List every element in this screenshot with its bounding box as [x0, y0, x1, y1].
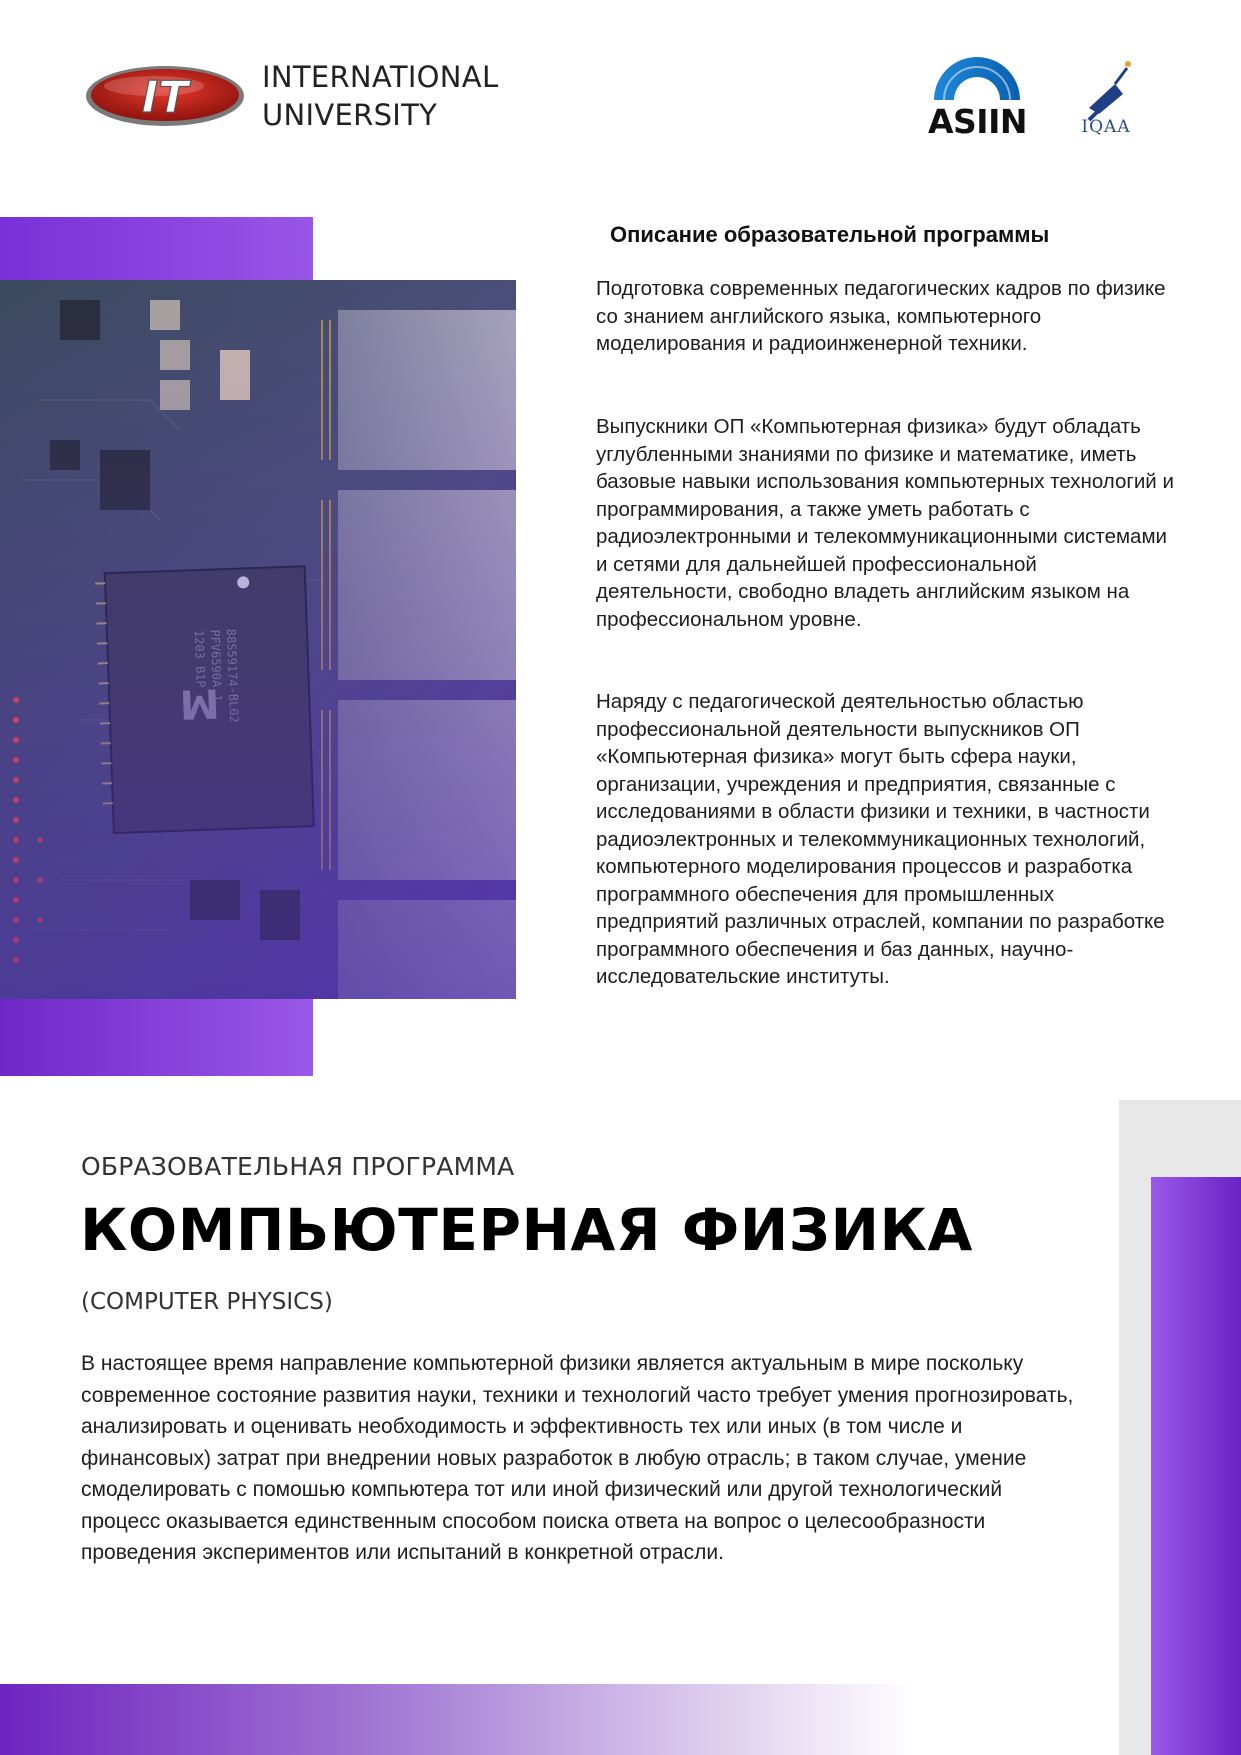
it-logo	[84, 62, 246, 130]
purple-accent-bottom	[0, 999, 313, 1076]
svg-text:IT: IT	[141, 72, 189, 123]
program-body: В настоящее время направление компьютерной физики является актуальным в мире поскольку современное состояние развития науки, техники и технологий часто требует умения прогнозировать, анализировать и оценивать необходимость и эффективность тех или иных (в том числе и финансовых) затрат при внедрении новых разработок в любую отрасль; в таком случае, умение смоделировать с помошью компьютера тот или иной физический или другой технологический процесс оказывается единственным способом поиска ответа на вопрос о целесообразности проведения экспериментов или испытаний в конкретной отрасли.	[81, 1352, 1074, 1564]
description-paragraph-1: Подготовка современных педагогических кадров по физике со знанием английского языка, компьютерного моделирования и радиоинженерной техники.	[596, 277, 1166, 355]
program-subtitle: (COMPUTER PHYSICS)	[81, 1289, 333, 1315]
asiin-label: ASIIN	[928, 102, 1027, 141]
university-name-line1: INTERNATIONAL	[262, 60, 499, 94]
bottom-gradient-bar	[0, 1684, 1119, 1755]
program-title: КОМПЬЮТЕРНАЯ ФИЗИКА	[80, 1196, 973, 1264]
description-paragraph-2: Выпускники ОП «Компьютерная физика» будут обладать углубленными знаниями по физике и математике, иметь базовые навыки использования компьютерных технологий и программирования, а также уметь работать с радиоэлектронными и телекоммуникационными системами и сетями для дальнейшей профессиональной деятельности, свободно владеть английским языком на профессиональном уровне.	[596, 415, 1174, 631]
side-purple-bar	[1151, 1177, 1241, 1755]
circuit-board-image	[0, 280, 516, 999]
university-name	[262, 58, 498, 134]
description-title: Описание образовательной программы	[610, 222, 1050, 247]
description-paragraph-3: Наряду с педагогической деятельностью областью профессиональной деятельности выпускников ОП «Компьютерная физика» могут быть сфера науки, организации, учреждения и предприятия, связанные с исследованиями в области физики и техники, в частности радиоэлектронных и телекоммуникационных технологий, компьютерного моделирования процессов и разработка программного обеспечения для промышленных предприятий различных отраслей, компании по разработке программного обеспечения и баз данных, научно-исследовательские институты.	[596, 690, 1165, 988]
iqaa-label: IQAA	[1081, 117, 1131, 137]
program-label: ОБРАЗОВАТЕЛЬНАЯ ПРОГРАММА	[81, 1152, 515, 1181]
purple-accent-top	[0, 217, 313, 281]
university-name-line2: UNIVERSITY	[262, 98, 438, 132]
